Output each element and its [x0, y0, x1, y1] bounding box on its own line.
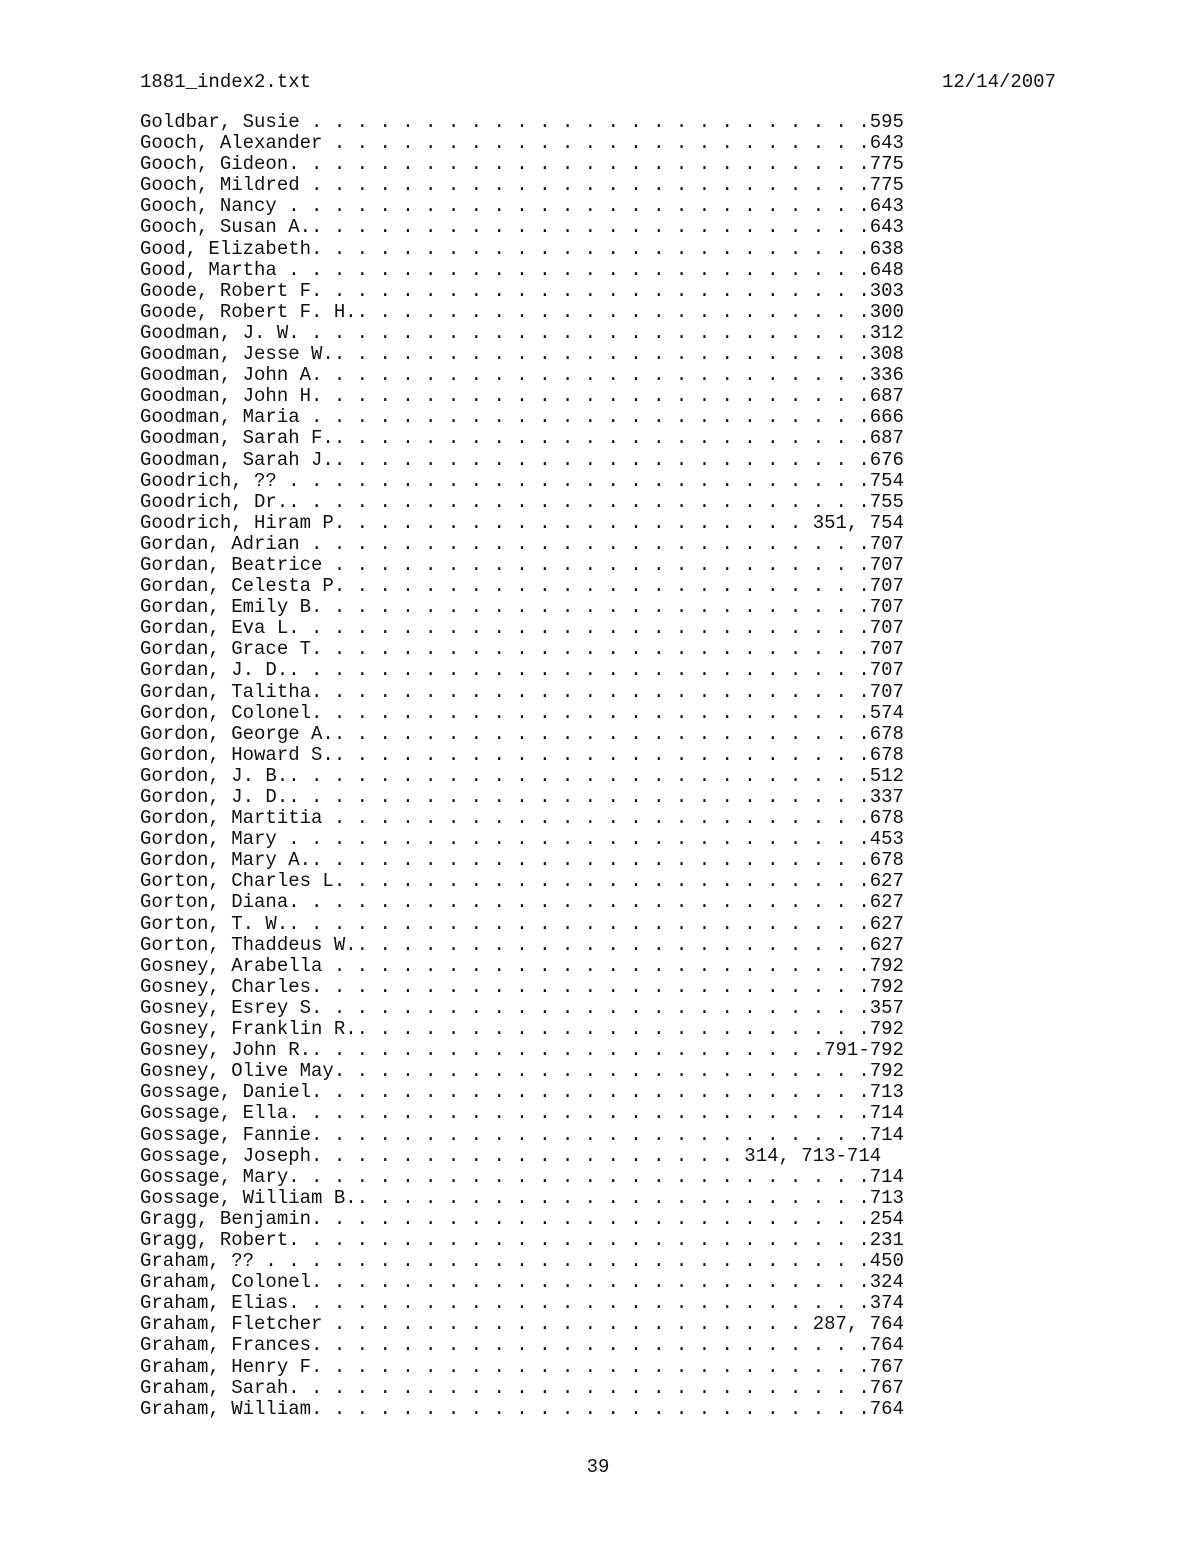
- index-entry: Gordan, Emily B. . . . . . . . . . . . . . . . . . . . . . . . .707: [140, 596, 904, 619]
- index-entry: Goodrich, Dr.. . . . . . . . . . . . . . . . . . . . . . . . . .755: [140, 490, 904, 513]
- index-entry: Gooch, Susan A.. . . . . . . . . . . . . . . . . . . . . . . . .643: [140, 216, 904, 239]
- index-entry: Gosney, John R.. . . . . . . . . . . . . . . . . . . . . . .791-792: [140, 1039, 904, 1062]
- index-entry: Gordon, Colonel. . . . . . . . . . . . . . . . . . . . . . . . .574: [140, 701, 904, 724]
- index-entry: Goodrich, ?? . . . . . . . . . . . . . . . . . . . . . . . . . .754: [140, 469, 904, 492]
- index-entry: Gooch, Alexander . . . . . . . . . . . . . . . . . . . . . . . .643: [140, 132, 904, 155]
- index-entry: Gordan, Eva L. . . . . . . . . . . . . . . . . . . . . . . . . .707: [140, 617, 904, 640]
- print-date: 12/14/2007: [941, 71, 1056, 93]
- index-entry: Gordon, Howard S.. . . . . . . . . . . . . . . . . . . . . . . .678: [140, 743, 904, 766]
- index-entry: Gosney, Esrey S. . . . . . . . . . . . . . . . . . . . . . . . .357: [140, 996, 904, 1019]
- index-entry: Graham, Frances. . . . . . . . . . . . . . . . . . . . . . . . .764: [140, 1334, 904, 1357]
- index-entry: Goodman, Sarah J.. . . . . . . . . . . . . . . . . . . . . . . .676: [140, 448, 904, 471]
- index-entry: Gossage, Fannie. . . . . . . . . . . . . . . . . . . . . . . . .714: [140, 1123, 904, 1146]
- index-entry: Gorton, Charles L. . . . . . . . . . . . . . . . . . . . . . . .627: [140, 870, 904, 893]
- index-entry: Gordan, J. D.. . . . . . . . . . . . . . . . . . . . . . . . . .707: [140, 659, 904, 682]
- index-entry: Gorton, T. W.. . . . . . . . . . . . . . . . . . . . . . . . . .627: [140, 912, 904, 935]
- index-entry: Gosney, Franklin R.. . . . . . . . . . . . . . . . . . . . . . .792: [140, 1018, 904, 1041]
- index-entry: Goode, Robert F. . . . . . . . . . . . . . . . . . . . . . . . .303: [140, 279, 904, 302]
- index-entry: Graham, Henry F. . . . . . . . . . . . . . . . . . . . . . . . .767: [140, 1355, 904, 1378]
- index-entry: Graham, Sarah. . . . . . . . . . . . . . . . . . . . . . . . . .767: [140, 1376, 904, 1399]
- index-entry: Gosney, Arabella . . . . . . . . . . . . . . . . . . . . . . . .792: [140, 954, 904, 977]
- index-entry: Gosney, Charles. . . . . . . . . . . . . . . . . . . . . . . . .792: [140, 975, 904, 998]
- file-name: 1881_index2.txt: [140, 71, 312, 93]
- index-entry: Gordon, J. D.. . . . . . . . . . . . . . . . . . . . . . . . . .337: [140, 786, 904, 808]
- index-entry: Gossage, Daniel. . . . . . . . . . . . . . . . . . . . . . . . .713: [140, 1081, 904, 1104]
- index-entry: Good, Elizabeth. . . . . . . . . . . . . . . . . . . . . . . . .638: [140, 237, 904, 260]
- index-entry: Gooch, Nancy . . . . . . . . . . . . . . . . . . . . . . . . . .643: [140, 195, 904, 218]
- index-entry: Gordan, Adrian . . . . . . . . . . . . . . . . . . . . . . . . .707: [140, 532, 904, 555]
- index-entry-list: [140, 112, 920, 1420]
- index-entry: Graham, Fletcher . . . . . . . . . . . . . . . . . . . . . 287, 764: [140, 1313, 904, 1336]
- index-entry: Goldbar, Susie . . . . . . . . . . . . . . . . . . . . . . . . .595: [140, 111, 904, 133]
- index-entry: Goodrich, Hiram P. . . . . . . . . . . . . . . . . . . . . 351, 754: [140, 511, 904, 534]
- index-entry: Gosney, Olive May. . . . . . . . . . . . . . . . . . . . . . . .792: [140, 1060, 904, 1083]
- index-entry: Gooch, Mildred . . . . . . . . . . . . . . . . . . . . . . . . .775: [140, 174, 904, 197]
- index-entry: Gossage, Ella. . . . . . . . . . . . . . . . . . . . . . . . . .714: [140, 1102, 904, 1125]
- index-entry: Gordon, J. B.. . . . . . . . . . . . . . . . . . . . . . . . . .512: [140, 764, 904, 787]
- index-entry: Goodman, Jesse W.. . . . . . . . . . . . . . . . . . . . . . . .308: [140, 343, 904, 366]
- index-entry: Gordon, Mary A.. . . . . . . . . . . . . . . . . . . . . . . . .678: [140, 849, 904, 872]
- page-header: [140, 68, 1056, 96]
- index-entry: Gordan, Grace T. . . . . . . . . . . . . . . . . . . . . . . . .707: [140, 638, 904, 661]
- index-entry: Gragg, Benjamin. . . . . . . . . . . . . . . . . . . . . . . . .254: [140, 1207, 904, 1230]
- index-entry: Gooch, Gideon. . . . . . . . . . . . . . . . . . . . . . . . . .775: [140, 153, 904, 176]
- index-entry: Goodman, John H. . . . . . . . . . . . . . . . . . . . . . . . .687: [140, 385, 904, 408]
- index-entry: Gordon, Martitia . . . . . . . . . . . . . . . . . . . . . . . .678: [140, 807, 904, 830]
- index-entry: Graham, Elias. . . . . . . . . . . . . . . . . . . . . . . . . .374: [140, 1292, 904, 1315]
- index-entry: Gossage, William B.. . . . . . . . . . . . . . . . . . . . . . .713: [140, 1186, 904, 1209]
- index-entry: Graham, Colonel. . . . . . . . . . . . . . . . . . . . . . . . .324: [140, 1271, 904, 1294]
- page-number: 39: [586, 1456, 610, 1478]
- index-entry: Goode, Robert F. H.. . . . . . . . . . . . . . . . . . . . . . .300: [140, 300, 904, 323]
- index-entry: Graham, William. . . . . . . . . . . . . . . . . . . . . . . . .764: [140, 1397, 904, 1420]
- index-entry: Gossage, Mary. . . . . . . . . . . . . . . . . . . . . . . . . .714: [140, 1165, 904, 1188]
- index-entry: Gordon, George A.. . . . . . . . . . . . . . . . . . . . . . . .678: [140, 722, 904, 745]
- index-entry: Gragg, Robert. . . . . . . . . . . . . . . . . . . . . . . . . .231: [140, 1228, 904, 1251]
- index-entry: Goodman, Maria . . . . . . . . . . . . . . . . . . . . . . . . .666: [140, 406, 904, 429]
- index-entry: Gordan, Beatrice . . . . . . . . . . . . . . . . . . . . . . . .707: [140, 553, 904, 576]
- index-entry: Gordan, Celesta P. . . . . . . . . . . . . . . . . . . . . . . .707: [140, 575, 904, 598]
- index-entry: Gorton, Diana. . . . . . . . . . . . . . . . . . . . . . . . . .627: [140, 891, 904, 914]
- index-entry: Gordan, Talitha. . . . . . . . . . . . . . . . . . . . . . . . .707: [140, 680, 904, 703]
- index-entry: Gordon, Mary . . . . . . . . . . . . . . . . . . . . . . . . . .453: [140, 828, 904, 851]
- index-entry: Gorton, Thaddeus W.. . . . . . . . . . . . . . . . . . . . . . .627: [140, 933, 904, 956]
- index-entry: Goodman, J. W. . . . . . . . . . . . . . . . . . . . . . . . . .312: [140, 321, 904, 344]
- index-entry: Gossage, Joseph. . . . . . . . . . . . . . . . . . . 314, 713-714: [140, 1144, 882, 1167]
- index-entry: Goodman, John A. . . . . . . . . . . . . . . . . . . . . . . . .336: [140, 364, 904, 387]
- index-entry: Goodman, Sarah F.. . . . . . . . . . . . . . . . . . . . . . . .687: [140, 427, 904, 450]
- index-entry: Good, Martha . . . . . . . . . . . . . . . . . . . . . . . . . .648: [140, 258, 904, 281]
- index-entry: Graham, ?? . . . . . . . . . . . . . . . . . . . . . . . . . . .450: [140, 1250, 904, 1273]
